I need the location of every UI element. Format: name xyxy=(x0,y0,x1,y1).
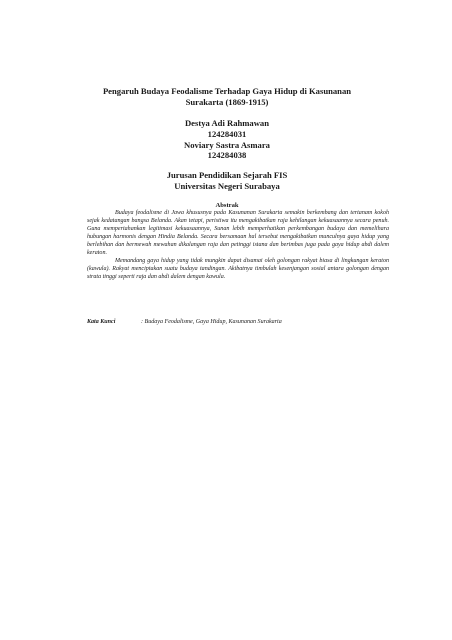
keywords-value: : Budaya Feodalisme, Gaya Hidup, Kasunanan Surakarta xyxy=(141,319,282,325)
paper-title xyxy=(86,86,368,108)
affiliation-block xyxy=(86,170,368,192)
keywords-line xyxy=(87,318,389,326)
affiliation-department: Jurusan Pendidikan Sejarah FIS xyxy=(166,170,288,180)
abstract-body xyxy=(87,210,389,282)
author-name: Destya Adi Rahmawan xyxy=(184,118,270,128)
abstract-paragraph: Memandang gaya hidup yang tidak mungkin dapat disamai oleh golongan rakyat biasa di lingkungan keraton (kawula). Rakyat menciptakan suatu budaya tandingan. Akibatnya timbulah kesenjangan sosial antara golongan dengan strata tinggi seperti raja dan abdi dalem dengan kawula. xyxy=(87,257,389,280)
author-id: 124284038 xyxy=(207,150,247,161)
paper-title-line-1: Pengaruh Budaya Feodalisme Terhadap Gaya Hidup di Kasunanan xyxy=(102,86,352,96)
paper-title-line-2: Surakarta (1869-1915) xyxy=(185,97,269,107)
keywords-label: Kata Kunci xyxy=(87,319,116,325)
affiliation-university: Universitas Negeri Surabaya xyxy=(174,180,280,191)
abstract-paragraph: Budaya feodalisme di Jawa khususnya pada Kasunanan Surakarta semakin berkembang dan tertanam kokoh sejak kedatangan bangsa Belanda. Akan tetapi, peristiwa itu mengakibatkan raja kehilangan kekuasaannya secara penuh. Guna mempertahankan legitimasi kekuasaannya, Sunan lebih memperhatikan perkembangan budaya dan memelihara hubungan harmonis dengan Hindia Belanda. Secara bersamaan hal tersebut mengakibatkan munculnya gaya hidup yang berlebihan dan bermewah mewahan dikalangan raja dan petinggi istana dan berimbas juga pada gaya hidup abdi dalem keraton. xyxy=(87,210,389,256)
author-block xyxy=(86,118,368,161)
abstract-heading: Abstrak xyxy=(215,202,239,209)
author-name: Noviary Sastra Asmara xyxy=(184,139,270,150)
author-id: 124284031 xyxy=(207,128,247,139)
